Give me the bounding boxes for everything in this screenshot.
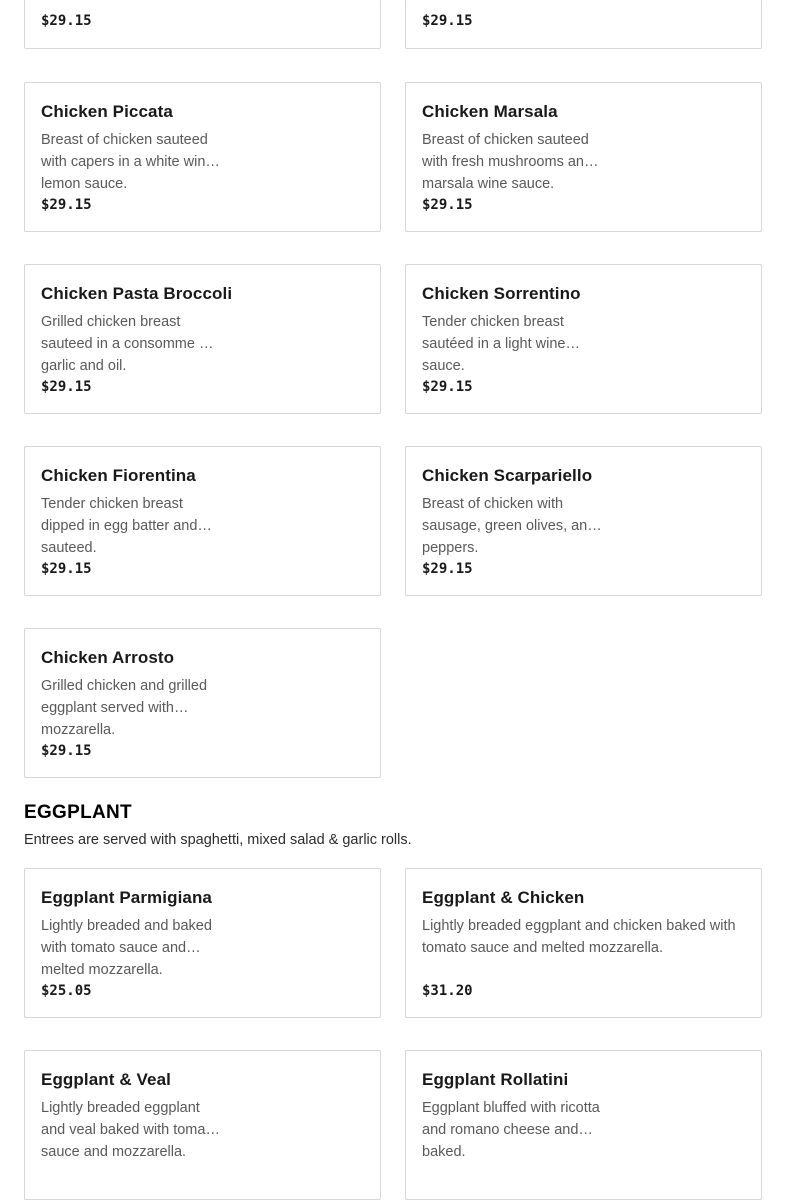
item-price: $29.15 — [41, 379, 92, 395]
item-description: Breast of chicken with sausage, green olives, and peppers. — [422, 496, 596, 556]
item-description: Breast of chicken sauteed with capers in a white wine lemon sauce. — [41, 132, 214, 192]
item-name: Eggplant Parmigiana — [41, 888, 212, 907]
item-price: $29.15 — [41, 197, 92, 213]
item-price: $29.15 — [422, 379, 473, 395]
menu-item-card[interactable] — [405, 1050, 762, 1200]
item-name: Chicken Pasta Broccoli — [41, 284, 233, 303]
menu-item-card[interactable] — [24, 264, 381, 414]
item-description: Breast of chicken sauteed with fresh mushrooms and marsala wine sauce. — [422, 132, 593, 192]
section-title: EGGPLANT — [24, 802, 132, 823]
item-name: Eggplant Rollatini — [422, 1070, 569, 1089]
item-price: $29.15 — [41, 743, 92, 759]
menu-item-card[interactable] — [405, 0, 762, 49]
menu-item-card[interactable] — [24, 82, 381, 232]
menu-item-card[interactable] — [24, 868, 381, 1018]
item-description: Grilled chicken breast sauteed in a consomme of garlic and oil. — [41, 314, 212, 374]
item-description: Lightly breaded eggplant and chicken baked with tomato sauce and melted mozzarella. — [422, 918, 736, 956]
item-description: Lightly breaded and baked with tomato sauce and melted mozzarella. — [41, 918, 212, 978]
item-price: $31.20 — [422, 983, 473, 999]
menu-item-card[interactable] — [405, 446, 762, 596]
menu-item-card[interactable] — [24, 628, 381, 778]
item-price: $29.15 — [41, 561, 92, 577]
item-name: Chicken Sorrentino — [422, 284, 581, 303]
item-name: Chicken Marsala — [422, 102, 558, 121]
menu-item-card[interactable] — [24, 1050, 381, 1200]
item-price: $25.05 — [41, 983, 92, 999]
item-name: Chicken Scarpariello — [422, 466, 593, 485]
menu-item-card[interactable] — [405, 264, 762, 414]
item-price: $29.15 — [41, 13, 92, 29]
item-price: $29.15 — [422, 13, 473, 29]
item-description: Tender chicken breast sautéed in a light wine sauce. — [422, 314, 566, 374]
menu-item-card[interactable] — [405, 868, 762, 1018]
item-name: Chicken Fiorentina — [41, 466, 196, 485]
item-name: Chicken Arrosto — [41, 648, 175, 667]
item-description: Tender chicken breast dipped in egg batter and sauteed. — [41, 496, 198, 556]
item-price: $29.15 — [422, 197, 473, 213]
menu-item-card[interactable] — [24, 446, 381, 596]
section-subtitle: Entrees are served with spaghetti, mixed salad & garlic rolls. — [24, 832, 412, 848]
menu-item-card[interactable] — [405, 82, 762, 232]
item-description: Grilled chicken and grilled eggplant served with mozzarella. — [41, 678, 208, 738]
item-name: Chicken Piccata — [41, 102, 173, 121]
item-description: Lightly breaded eggplant and veal baked with tomato sauce and mozzarella. — [41, 1100, 218, 1160]
item-price: $29.15 — [422, 561, 473, 577]
item-name: Eggplant & Chicken — [422, 888, 585, 907]
item-name: Eggplant & Veal — [41, 1070, 171, 1089]
menu-item-card[interactable] — [24, 0, 381, 49]
item-description: Eggplant bluffed with ricotta and romano cheese and baked. — [422, 1100, 600, 1160]
